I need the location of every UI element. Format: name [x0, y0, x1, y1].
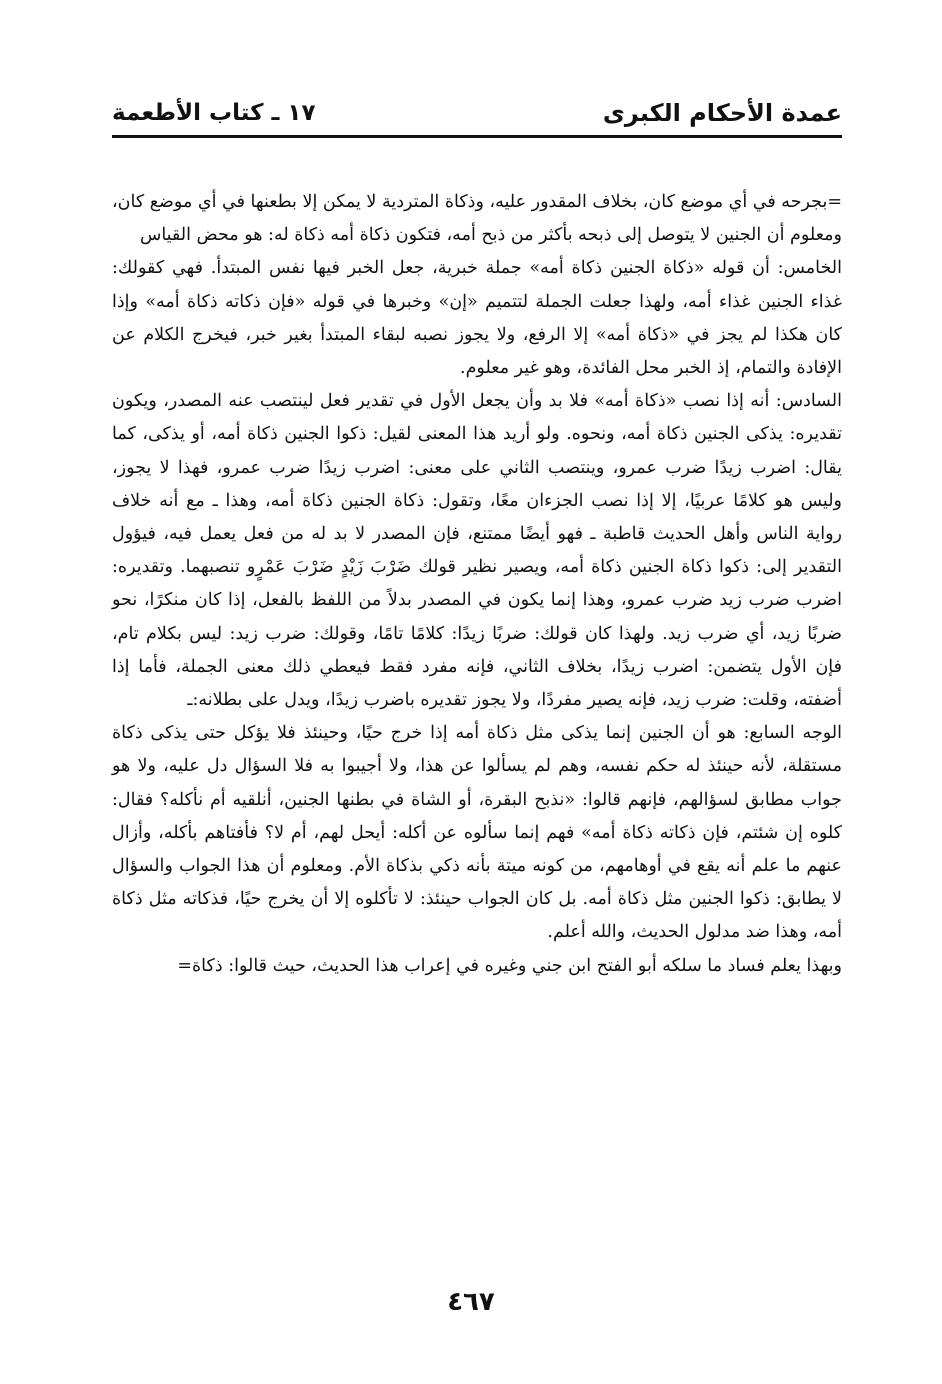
chapter-title: ١٧ ـ كتاب الأطعمة — [112, 100, 316, 126]
page-number: ٤٦٧ — [447, 1287, 495, 1317]
main-text — [112, 186, 842, 983]
paragraph-continuation: =بجرحه في أي موضع كان، بخلاف المقدور عليه، وذكاة المتردية لا يمكن إلا بطعنها في أي موضع كان، ومعلوم أن الجنين لا يتوصل إلى ذبحه بأكثر من ذبح أمه، فتكون ذكاة أمه ذكاة له: هو محض القياس — [112, 192, 842, 246]
paragraph-sixth: السادس: أنه إذا نصب «ذكاة أمه» فلا بد وأن يجعل الأول في تقدير فعل لينتصب عنه المصدر، ويكون تقديره: يذكى الجنين ذكاة أمه، ونحوه. ولو أريد هذا المعنى لقيل: ذكوا الجنين ذكاة أمه، أو يذكى، كما يقال: اضرب زيدًا ضرب عمرو، وينتصب الثاني على معنى: اضرب زيدًا ضرب عمرو، فهذا لا يجوز، وليس هو كلامًا عربيًا، إلا إذا نصب الجزءان معًا، وتقول: ذكاة الجنين ذكاة أمه، وهذا ـ مع أنه خلاف رواية الناس وأهل الحديث قاطبة ـ فهو أيضًا ممتنع، فإن المصدر لا بد له من فعل يعمل فيه، فيؤول التقدير إلى: ذكوا ذكاة الجنين ذكاة أمه، ويصير نظير قولك ضَرْبَ زَيْدٍ ضَرْبَ عَمْرٍو تنصبهما. وتقديره: اضرب ضرب زيد ضرب عمرو، وهذا إنما يكون في المصدر بدلاً من اللفظ بالفعل، إذا كان منكرًا، نحو ضربًا زيد، أي ضرب زيد. ولهذا كان قولك: ضربًا زيدًا: كلامًا تامًا، وقولك: ضرب زيد: ليس بكلام تام، فإن الأول يتضمن: اضرب زيدًا، بخلاف الثاني، فإنه مفرد فقط فيعطي ذلك معنى الجملة، فأما إذا أضفته، وقلت: ضرب زيد، فإنه يصير مفردًا، ولا يجوز تقديره باضرب زيدًا، ويدل على بطلانه:ـ — [112, 391, 842, 711]
book-title: عمدة الأحكام الكبرى — [602, 99, 842, 127]
header-divider — [112, 135, 842, 138]
paragraph-fifth: الخامس: أن قوله «ذكاة الجنين ذكاة أمه» جملة خبرية، جعل الخبر فيها نفس المبتدأ. فهي كقولك: غذاء الجنين غذاء أمه، ولهذا جعلت الجملة لتتميم «إن» وخبرها في قوله «فإن ذكاته ذكاة أمه» وإذا كان هكذا لم يجز في «ذكاة أمه» إلا الرفع، ولا يجوز نصبه لبقاء المبتدأ بغير خبر، فيخرج الكلام عن الإفادة والتمام، إذ الخبر محل الفائدة، وهو غير معلوم. — [112, 258, 842, 379]
running-header — [112, 88, 842, 128]
paragraph-seventh: الوجه السابع: هو أن الجنين إنما يذكى مثل ذكاة أمه إذا خرج حيًا، وحينئذ فلا يؤكل حتى يذكى ذكاة مستقلة، لأنه حينئذ له حكم نفسه، وهم لم يسألوا عن هذا، ولا أجيبوا به فلا السؤال دل عليه، ولا هو جواب مطابق لسؤالهم، فإنهم قالوا: «نذبح البقرة، أو الشاة في بطنها الجنين، أنلقيه أم نأكله؟ فقال: كلوه إن شئتم، فإن ذكاته ذكاة أمه» فهم إنما سألوه عن أكله: أيحل لهم، أم لا؟ فأفتاهم بأكله، وأزال عنهم ما علم أنه يقع في أوهامهم، من كونه ميتة بأنه ذكي بذكاة الأم. ومعلوم أن هذا الجواب والسؤال لا يطابق: ذكوا الجنين مثل ذكاة أمه. بل كان الجواب حينئذ: لا تأكلوه إلا أن يخرج حيًا، فذكاته مثل ذكاة أمه، وهذا ضد مدلول الحديث، والله أعلم. — [112, 723, 842, 943]
paragraph-closing: وبهذا يعلم فساد ما سلكه أبو الفتح ابن جني وغيره في إعراب هذا الحديث، حيث قالوا: ذكاة= — [177, 955, 842, 976]
